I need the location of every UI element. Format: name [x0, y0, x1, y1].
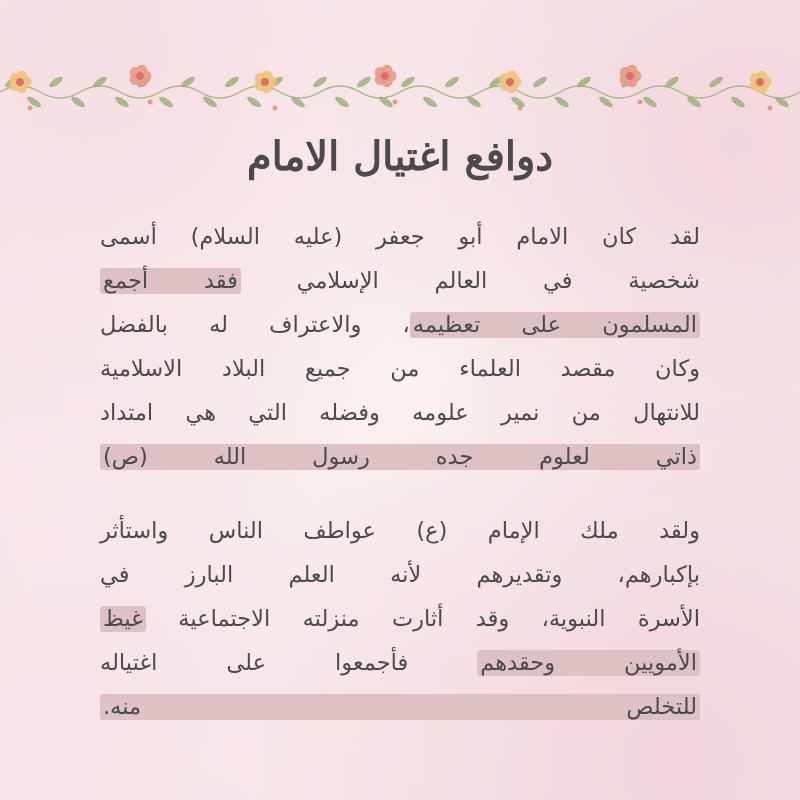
flower-center-icon [756, 78, 764, 86]
leaf-icon [642, 95, 659, 109]
leaf-icon [708, 75, 725, 89]
text-line [100, 509, 700, 553]
leaf-icon [554, 95, 571, 109]
text-segment: ولقد ملك الإمام (ع) عواطف الناس واستأثر [100, 518, 700, 544]
flower-center-icon [506, 78, 514, 86]
text-line [100, 435, 700, 479]
leaf-icon [290, 95, 307, 109]
berry-icon [638, 100, 643, 105]
leaf-icon [114, 95, 131, 109]
highlighted-text: الأمويين وحقدهم [477, 650, 700, 676]
highlighted-text: للتخلص منه. [100, 694, 700, 720]
berry-icon [393, 100, 398, 105]
paragraph-1 [100, 215, 700, 479]
leaf-icon [664, 75, 681, 89]
leaf-icon [466, 95, 483, 109]
text-line [100, 259, 700, 303]
highlighted-text: المسلمون على تعظيمه [410, 312, 700, 338]
text-line [100, 215, 700, 259]
highlighted-text: فقد أجمع [100, 268, 241, 294]
leaf-icon [48, 75, 65, 89]
leaf-icon [730, 95, 747, 109]
berry-icon [518, 106, 523, 111]
text-segment: وكان مقصد العلماء من جميع البلاد الاسلامية [100, 356, 700, 382]
berry-icon [273, 106, 278, 111]
text-segment: فأجمعوا على اغتياله [100, 650, 478, 676]
berry-icon [768, 106, 773, 111]
text-segment: شخصية في العالم الإسلامي [240, 268, 700, 294]
berry-icon [148, 100, 153, 105]
floral-garland-border [0, 52, 800, 122]
leaf-icon [422, 95, 439, 109]
leaf-icon [444, 75, 461, 89]
leaf-icon [356, 75, 373, 89]
text-line [100, 391, 700, 435]
flower-center-icon [381, 72, 389, 80]
berry-icon [28, 106, 33, 111]
highlighted-text: غيظ [100, 606, 146, 632]
text-segment: الأسرة النبوية، وقد أثارت منزلته الاجتماعية [145, 606, 700, 632]
paragraph-2 [100, 509, 700, 729]
leaf-icon [334, 95, 351, 109]
highlighted-text: ذاتي لعلوم جده رسول الله (ص) [100, 444, 700, 470]
flower-center-icon [261, 78, 269, 86]
flower-center-icon [626, 72, 634, 80]
text-line [100, 303, 700, 347]
flower-center-icon [136, 72, 144, 80]
text-segment: لقد كان الامام أبو جعفر (عليه السلام) أسمى [100, 224, 700, 250]
text-segment: ، والاعتراف له بالفضل [100, 312, 410, 338]
text-line [100, 685, 700, 729]
text-line [100, 347, 700, 391]
text-segment: بإكبارهم، وتقديرهم لأنه العلم البارز في [100, 562, 700, 588]
page-title: دوافع اغتيال الامام [246, 133, 554, 180]
leaf-icon [70, 95, 87, 109]
vine-stem [0, 86, 800, 98]
leaf-icon [158, 95, 175, 109]
leaf-icon [532, 75, 549, 89]
flower-center-icon [16, 78, 24, 86]
leaf-icon [312, 75, 329, 89]
text-line [100, 553, 700, 597]
leaf-icon [224, 75, 241, 89]
text-line [100, 597, 700, 641]
text-segment: للانتهال من نمير علومه وفضله التي هي امتداد [100, 400, 700, 426]
text-line [100, 641, 700, 685]
leaf-icon [246, 95, 263, 109]
